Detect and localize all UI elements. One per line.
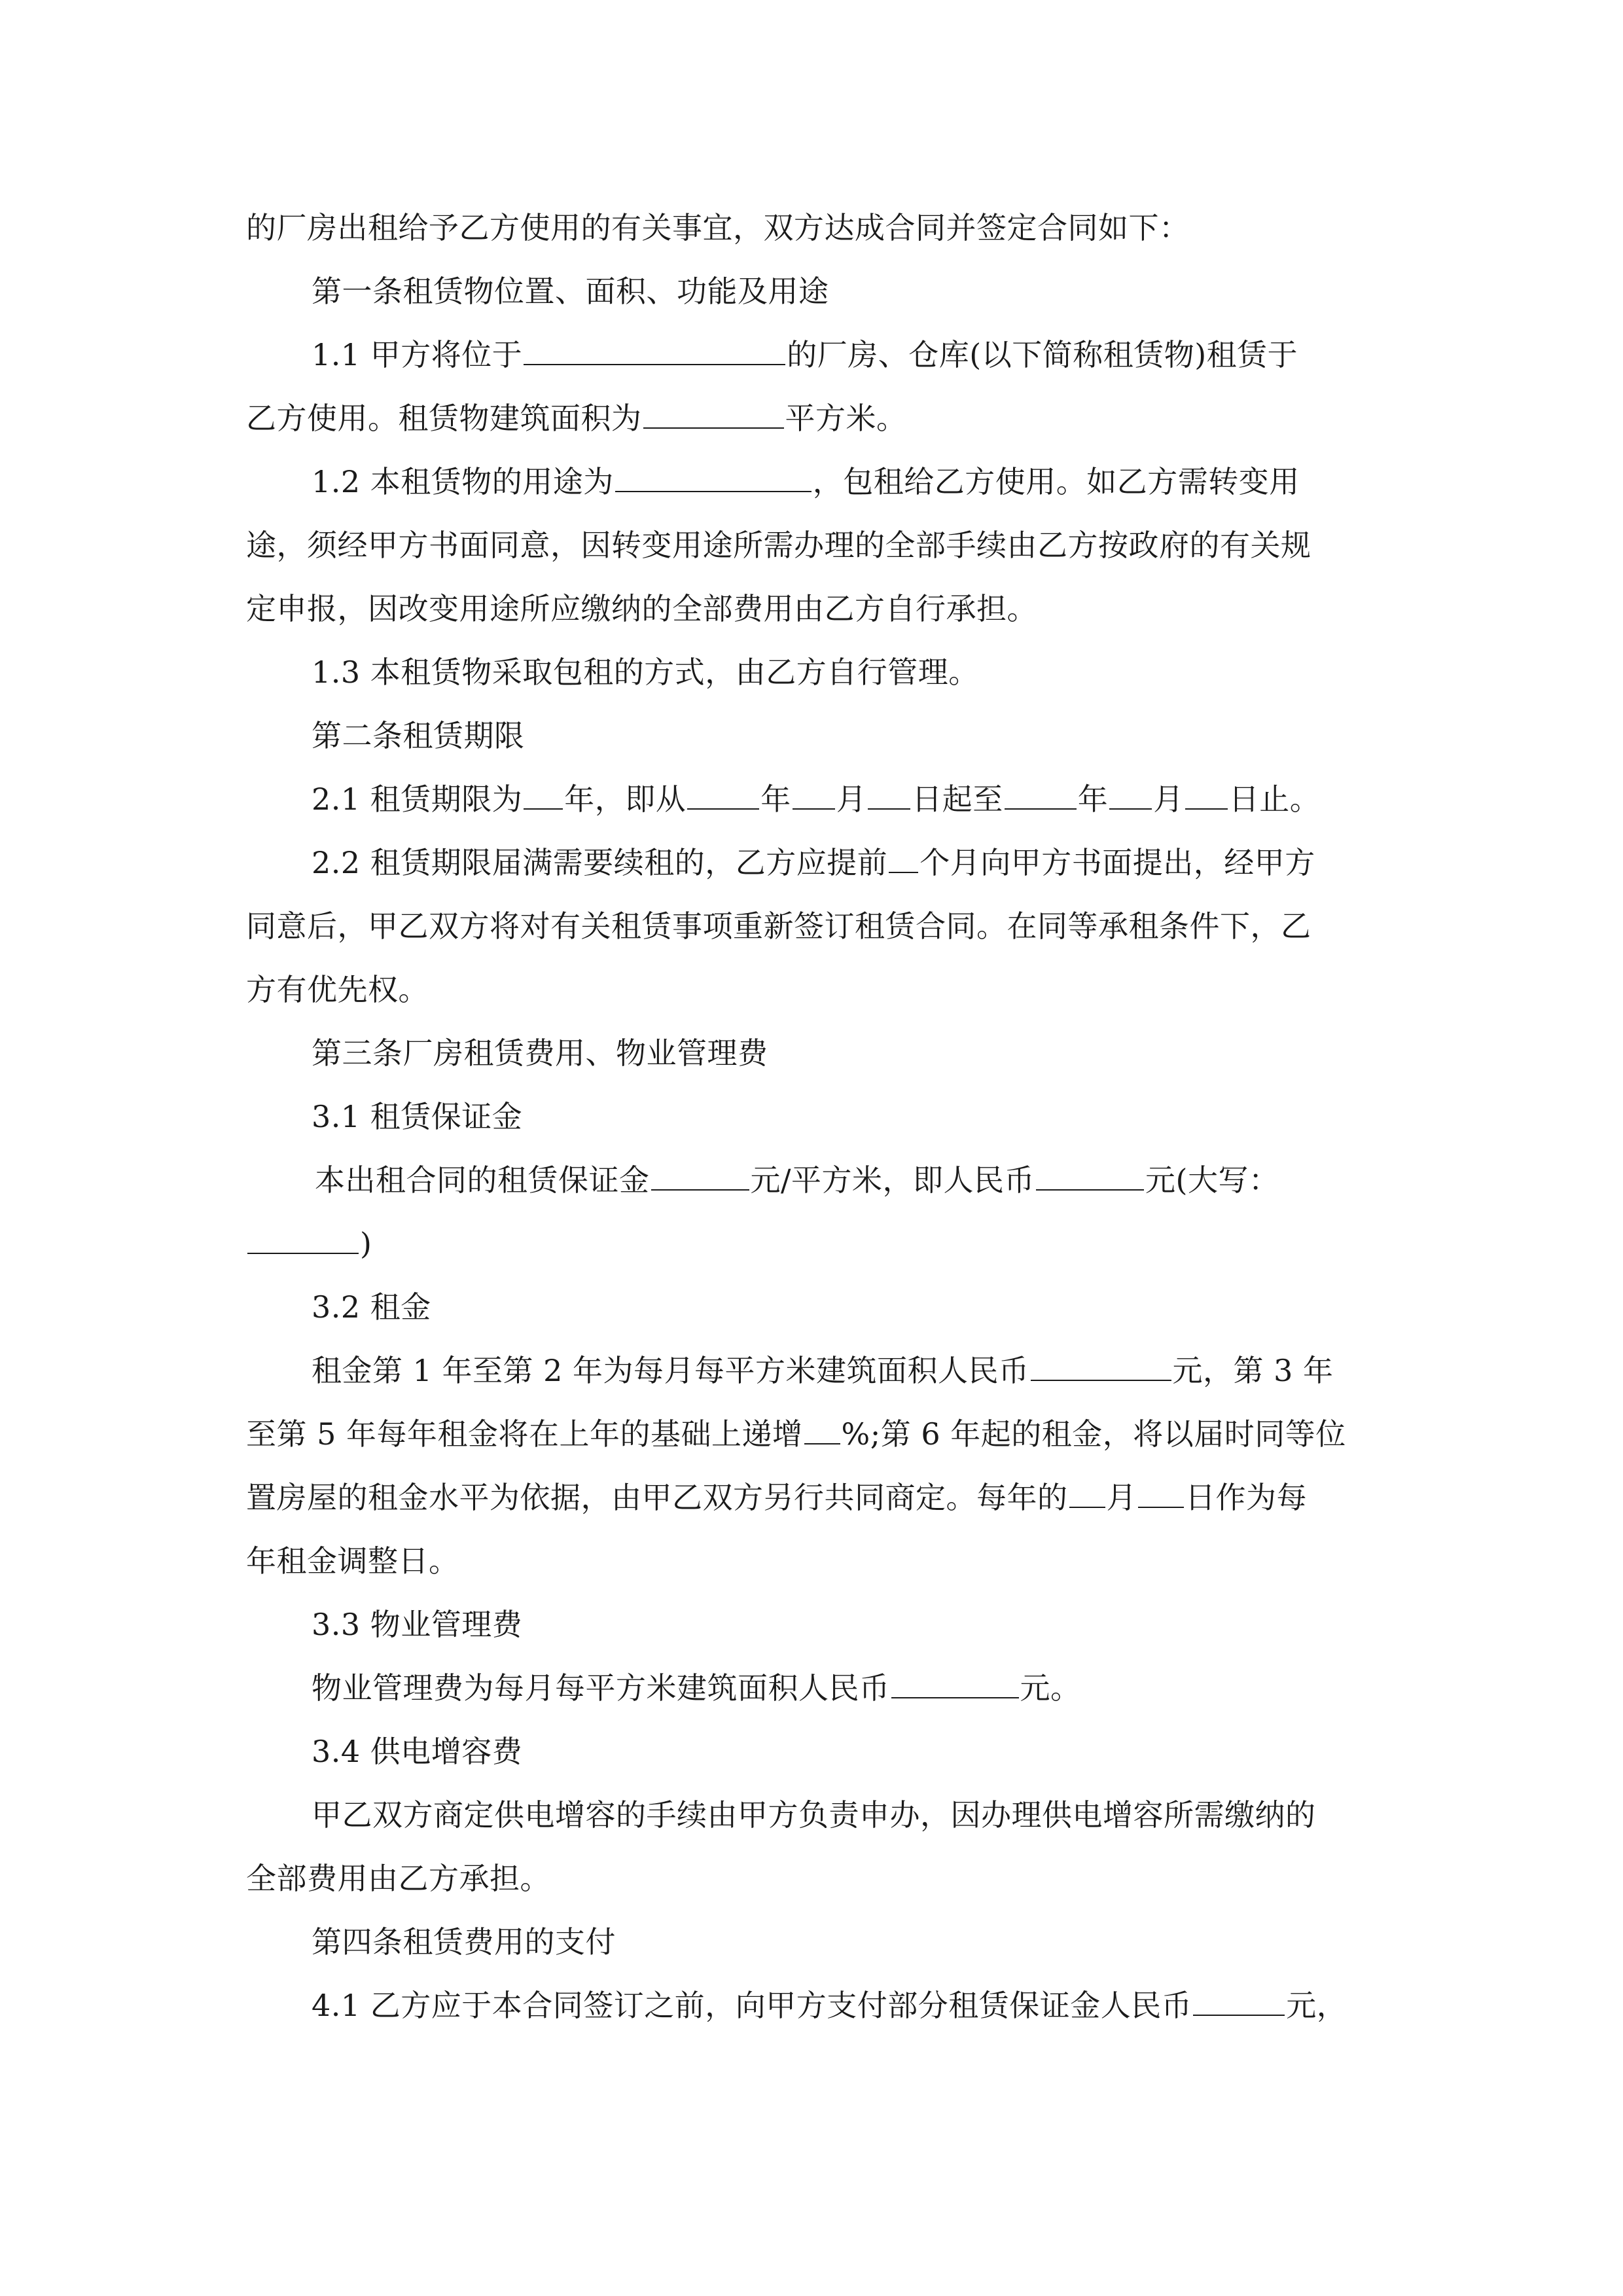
management-fee-blank[interactable] xyxy=(891,1671,1019,1698)
clause-3-1-line-1: 本出租合同的租赁保证金 元/平方米，即人民币 元(大写： xyxy=(315,1162,1279,1198)
clause-1-2-line-1: 1.2 本租赁物的用途为 ，包租给乙方使用。如乙方需转变用 xyxy=(312,464,1300,499)
clause-1-1-line-2: 乙方使用。租赁物建筑面积为 平方米。 xyxy=(246,401,907,436)
rent-rate-blank[interactable] xyxy=(1031,1354,1171,1381)
clause-3-4-line-2: 全部费用由乙方承担。 xyxy=(246,1861,550,1896)
start-month-blank[interactable] xyxy=(793,782,835,810)
article-4-heading: 第四条租赁费用的支付 xyxy=(312,1924,616,1960)
clause-1-2-line-3: 定申报，因改变用途所应缴纳的全部费用由乙方自行承担。 xyxy=(246,591,1037,626)
deposit-rate-blank[interactable] xyxy=(651,1163,749,1191)
notice-months-blank[interactable] xyxy=(889,846,918,873)
adjust-day-blank[interactable] xyxy=(1138,1480,1184,1508)
term-years-blank[interactable] xyxy=(524,782,563,810)
section-3-4-heading: 3.4 供电增容费 xyxy=(312,1734,523,1769)
clause-2-2-line-1: 2.2 租赁期限届满需要续租的，乙方应提前 个月向甲方书面提出，经甲方 xyxy=(312,845,1315,880)
advance-deposit-blank[interactable] xyxy=(1193,1988,1285,2016)
clause-3-2-line-3: 置房屋的租金水平为依据，由甲乙双方另行共同商定。每年的 月 日作为每 xyxy=(246,1480,1307,1515)
deposit-amount-blank[interactable] xyxy=(1036,1163,1144,1191)
end-month-blank[interactable] xyxy=(1109,782,1152,810)
location-blank[interactable] xyxy=(524,338,785,365)
clause-4-1: 4.1 乙方应于本合同签订之前，向甲方支付部分租赁保证金人民币 元， xyxy=(312,1988,1347,2023)
clause-3-2-line-2: 至第 5 年每年租金将在上年的基础上递增 %;第 6 年起的租金，将以届时同等位 xyxy=(246,1416,1346,1452)
article-1-heading: 第一条租赁物位置、面积、功能及用途 xyxy=(312,274,829,309)
clause-2-1: 2.1 租赁期限为 年，即从 年 月 日起至 年 月 日止。 xyxy=(312,781,1321,817)
deposit-amount-words-blank[interactable] xyxy=(247,1227,359,1254)
usage-blank[interactable] xyxy=(615,465,812,492)
start-year-blank[interactable] xyxy=(687,782,759,810)
start-day-blank[interactable] xyxy=(868,782,910,810)
section-3-3-heading: 3.3 物业管理费 xyxy=(312,1607,523,1642)
clause-2-2-line-3: 方有优先权。 xyxy=(246,972,429,1007)
end-day-blank[interactable] xyxy=(1185,782,1228,810)
intro-line: 的厂房出租给予乙方使用的有关事宜，双方达成合同并签定合同如下： xyxy=(246,210,1190,245)
document-page xyxy=(246,196,1378,2037)
section-3-1-heading: 3.1 租赁保证金 xyxy=(312,1099,523,1134)
clause-3-2-line-1: 租金第 1 年至第 2 年为每月每平方米建筑面积人民币 元，第 3 年 xyxy=(312,1353,1334,1388)
clause-1-1-line-1: 1.1 甲方将位于 的厂房、仓库(以下简称租赁物)租赁于 xyxy=(312,337,1298,372)
clause-1-2-line-2: 途，须经甲方书面同意，因转变用途所需办理的全部手续由乙方按政府的有关规 xyxy=(246,528,1311,563)
section-3-2-heading: 3.2 租金 xyxy=(312,1289,431,1325)
clause-3-3: 物业管理费为每月每平方米建筑面积人民币 元。 xyxy=(312,1670,1081,1706)
clause-3-2-line-4: 年租金调整日。 xyxy=(246,1543,459,1579)
article-3-heading: 第三条厂房租赁费用、物业管理费 xyxy=(312,1035,768,1071)
clause-3-4-line-1: 甲乙双方商定供电增容的手续由甲方负责申办，因办理供电增容所需缴纳的 xyxy=(312,1797,1316,1833)
clause-2-2-line-2: 同意后，甲乙双方将对有关租赁事项重新签订租赁合同。在同等承租条件下，乙 xyxy=(246,908,1311,944)
adjust-month-blank[interactable] xyxy=(1069,1480,1105,1508)
area-blank[interactable] xyxy=(643,401,784,429)
clause-3-1-line-2: ) xyxy=(246,1212,1378,1276)
rent-increase-blank[interactable] xyxy=(804,1417,840,1444)
clause-1-3: 1.3 本租赁物采取包租的方式，由乙方自行管理。 xyxy=(312,655,979,690)
article-2-heading: 第二条租赁期限 xyxy=(312,718,525,753)
end-year-blank[interactable] xyxy=(1005,782,1077,810)
